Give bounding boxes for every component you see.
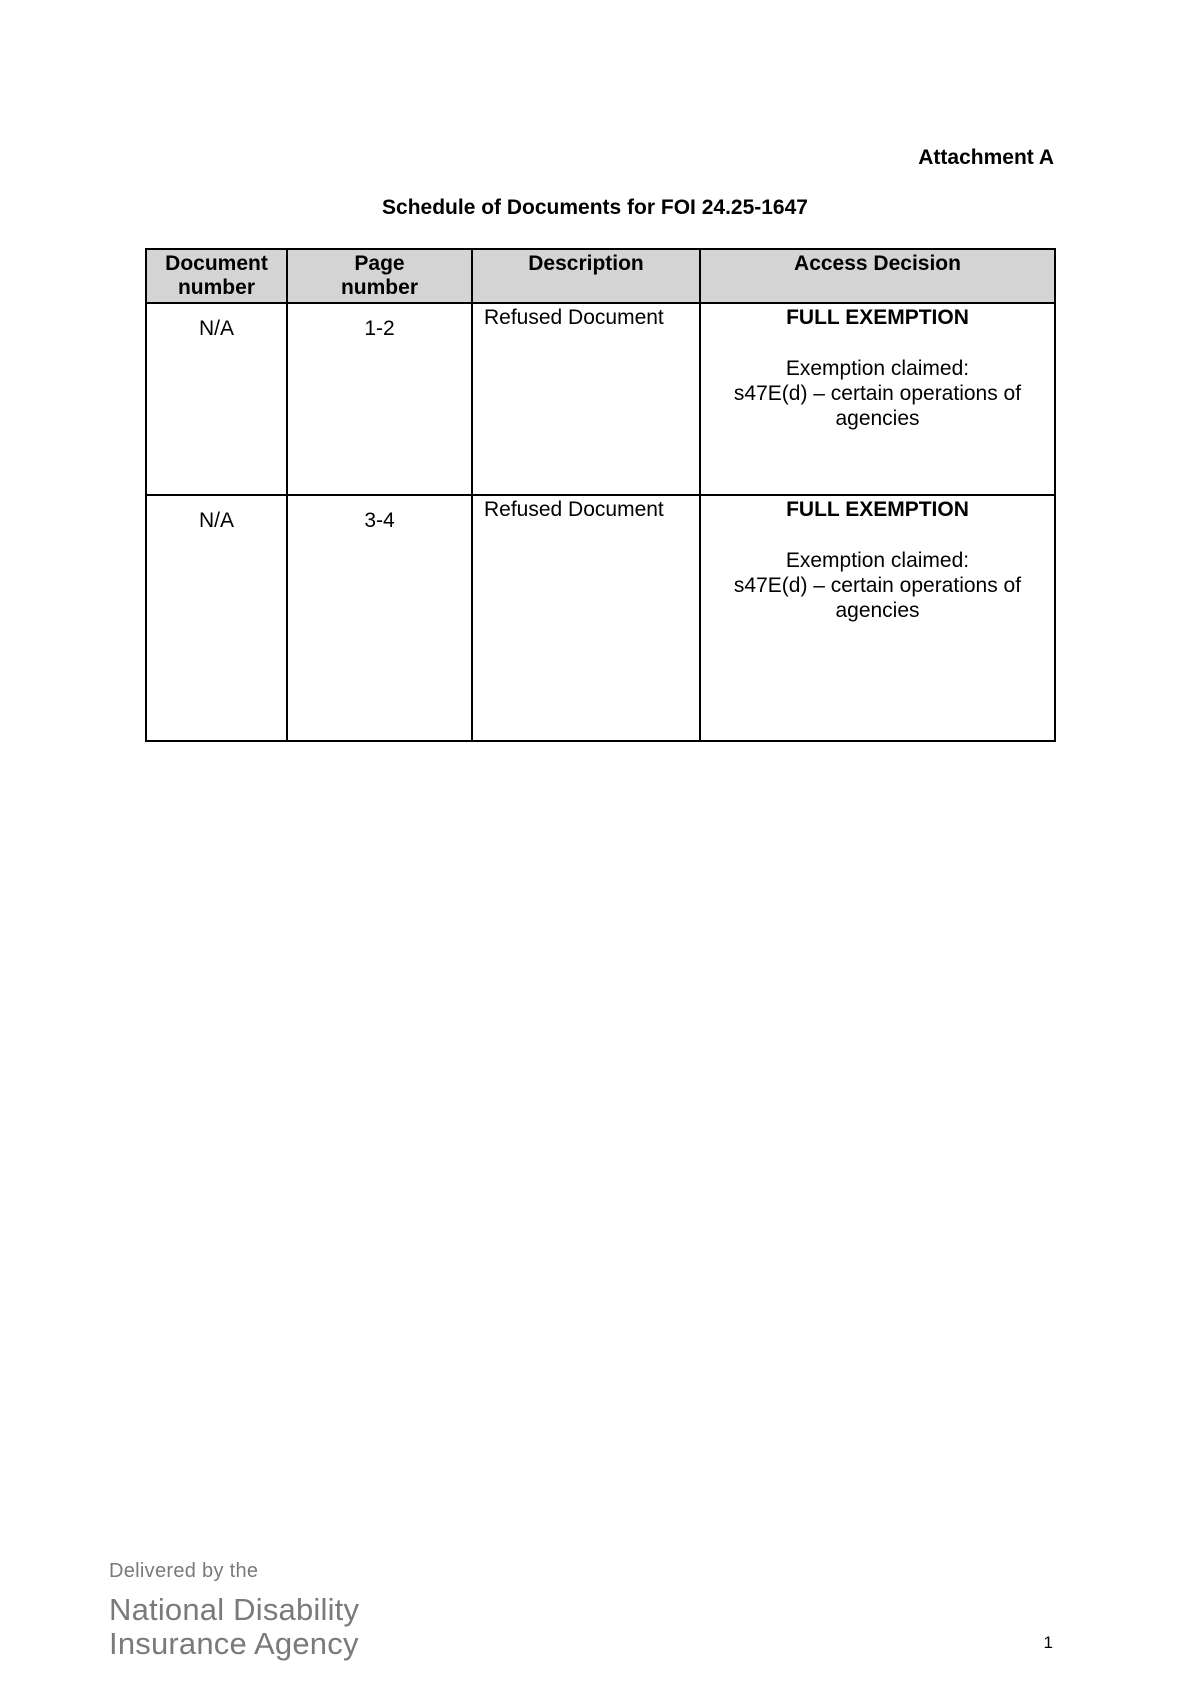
- attachment-label: Attachment A: [918, 146, 1054, 169]
- decision-text: FULL EXEMPTION: [786, 306, 969, 329]
- document-number-cell: N/A: [146, 495, 287, 741]
- exemption-label: Exemption claimed:: [785, 357, 970, 380]
- logo-agency-line-2: Insurance Agency: [109, 1626, 359, 1661]
- column-header-document-number: [146, 249, 287, 303]
- column-header-page-number: [287, 249, 472, 303]
- decision-text: FULL EXEMPTION: [786, 498, 969, 521]
- access-decision-cell: [700, 495, 1055, 741]
- exemption-detail: s47E(d) – certain operations of agencies: [733, 382, 1022, 430]
- decision-spacer: [701, 522, 1054, 548]
- decision-spacer: [701, 330, 1054, 356]
- column-header-access-decision: [700, 249, 1055, 303]
- page-number-cell: 3-4: [287, 495, 472, 741]
- exemption-label: Exemption claimed:: [785, 549, 970, 572]
- column-header-line: number: [177, 276, 255, 299]
- description-cell: Refused Document: [472, 303, 700, 495]
- document-number-cell: N/A: [146, 303, 287, 495]
- column-header-line: Access Decision: [794, 252, 961, 275]
- access-decision-cell: [700, 303, 1055, 495]
- column-header-line: Document: [165, 252, 268, 275]
- description-cell: Refused Document: [472, 495, 700, 741]
- schedule-title: Schedule of Documents for FOI 24.25-1647: [382, 196, 808, 219]
- table-row: [146, 303, 1055, 495]
- logo-agency-line-1: National Disability: [109, 1592, 360, 1627]
- exemption-detail: s47E(d) – certain operations of agencies: [733, 574, 1022, 622]
- schedule-table: [145, 248, 1056, 742]
- column-header-line: number: [340, 276, 418, 299]
- column-header-line: Description: [528, 252, 644, 275]
- table-row: [146, 495, 1055, 741]
- logo-delivered-by: Delivered by the: [109, 1560, 259, 1582]
- agency-logo: [109, 1560, 359, 1661]
- column-header-line: Page: [354, 252, 405, 275]
- page-number-cell: 1-2: [287, 303, 472, 495]
- page-number: 1: [1043, 1633, 1053, 1652]
- table-header-row: [146, 249, 1055, 303]
- column-header-description: [472, 249, 700, 303]
